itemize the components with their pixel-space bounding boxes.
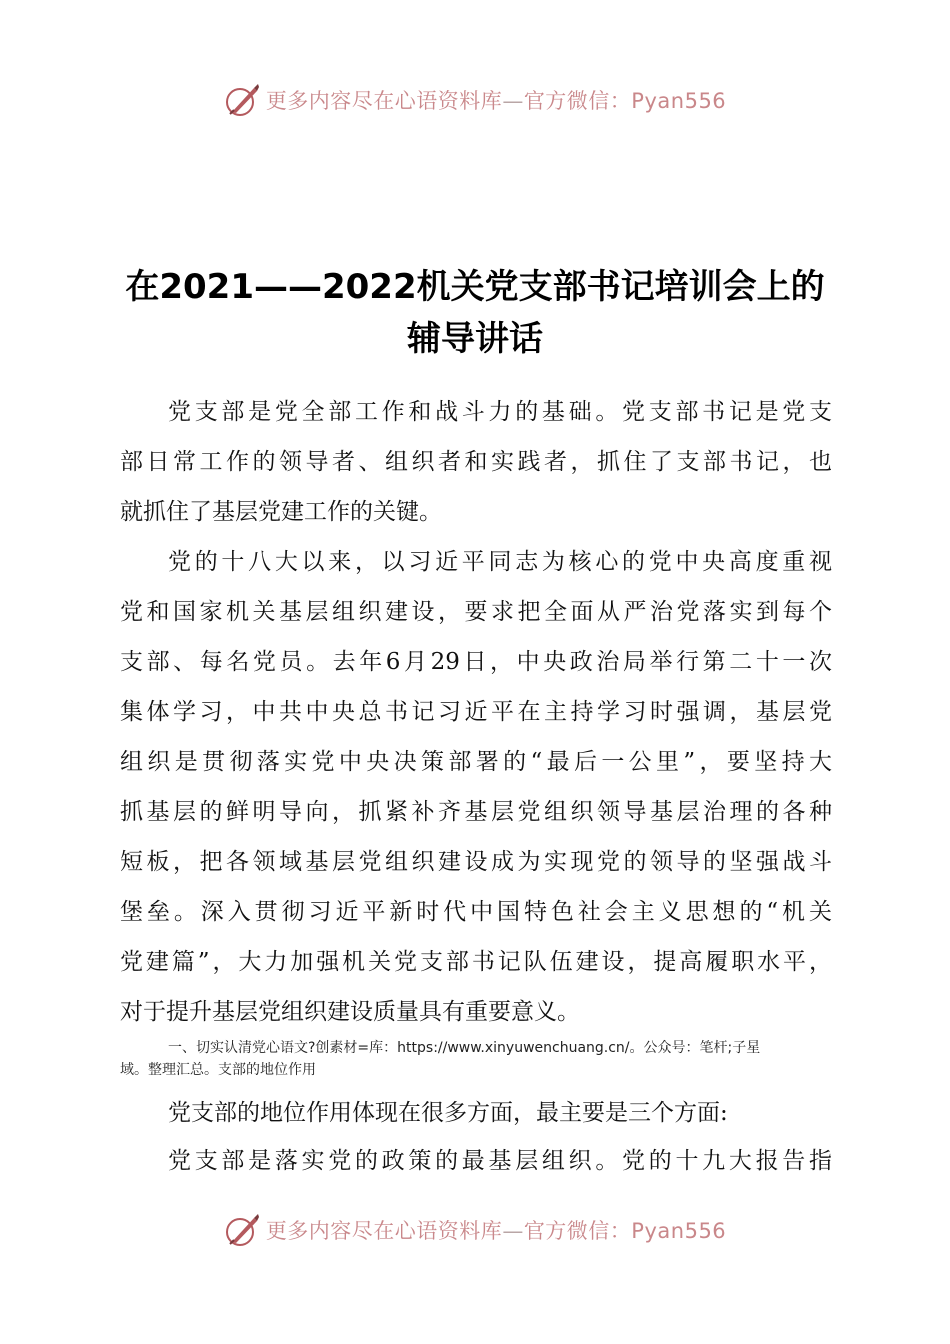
body-line: 党支部是党全部工作和战斗力的基础。党支部书记是党支 — [168, 399, 832, 425]
body-line: 党建篇”，大力加强机关党支部书记队伍建设，提高履职水平， — [120, 949, 832, 975]
watermark-text: 更多内容尽在心语资料库—官方微信：Pyan556 — [265, 1219, 727, 1243]
body-line: 对于提升基层党组织建设质量具有重要意义。 — [120, 999, 580, 1025]
quill-pen-logo-icon — [224, 82, 260, 118]
header-watermark — [0, 78, 950, 122]
source-note-line-2: 域。整理汇总。支部的地位作用 — [120, 1062, 316, 1078]
body-line: 党支部是落实党的政策的最基层组织。党的十九大报告指 — [168, 1148, 832, 1174]
body-line: 党的十八大以来，以习近平同志为核心的党中央高度重视 — [168, 549, 832, 575]
body-line: 抓基层的鲜明导向，抓紧补齐基层党组织领导基层治理的各种 — [120, 799, 832, 825]
body-line: 党和国家机关基层组织建设，要求把全面从严治党落实到每个 — [120, 599, 832, 625]
quill-pen-logo-icon — [224, 1212, 260, 1248]
body-line: 支部、每名党员。去年6月29日，中央政治局举行第二十一次 — [120, 649, 832, 675]
footer-watermark — [0, 1208, 950, 1252]
watermark-text: 更多内容尽在心语资料库—官方微信：Pyan556 — [265, 89, 727, 113]
body-line: 集体学习，中共中央总书记习近平在主持学习时强调，基层党 — [120, 699, 832, 725]
body-line: 党支部的地位作用体现在很多方面，最主要是三个方面: — [168, 1100, 728, 1126]
body-line: 就抓住了基层党建工作的关键。 — [120, 499, 442, 525]
body-line: 部日常工作的领导者、组织者和实践者，抓住了支部书记，也 — [120, 449, 832, 475]
document-title-line-1: 在2021——2022机关党支部书记培训会上的 — [125, 267, 825, 307]
body-line: 堡垒。深入贯彻习近平新时代中国特色社会主义思想的“机关 — [120, 899, 832, 925]
document-title-line-2: 辅导讲话 — [407, 319, 543, 359]
body-line: 组织是贯彻落实党中央决策部署的“最后一公里”，要坚持大 — [120, 749, 832, 775]
body-line: 短板，把各领域基层党组织建设成为实现党的领导的坚强战斗 — [120, 849, 832, 875]
source-note-line-1: 一、切实认清党心语文?创素材=库：https://www.xinyuwenchuang.cn/。公众号：笔杆;子星 — [168, 1040, 761, 1056]
